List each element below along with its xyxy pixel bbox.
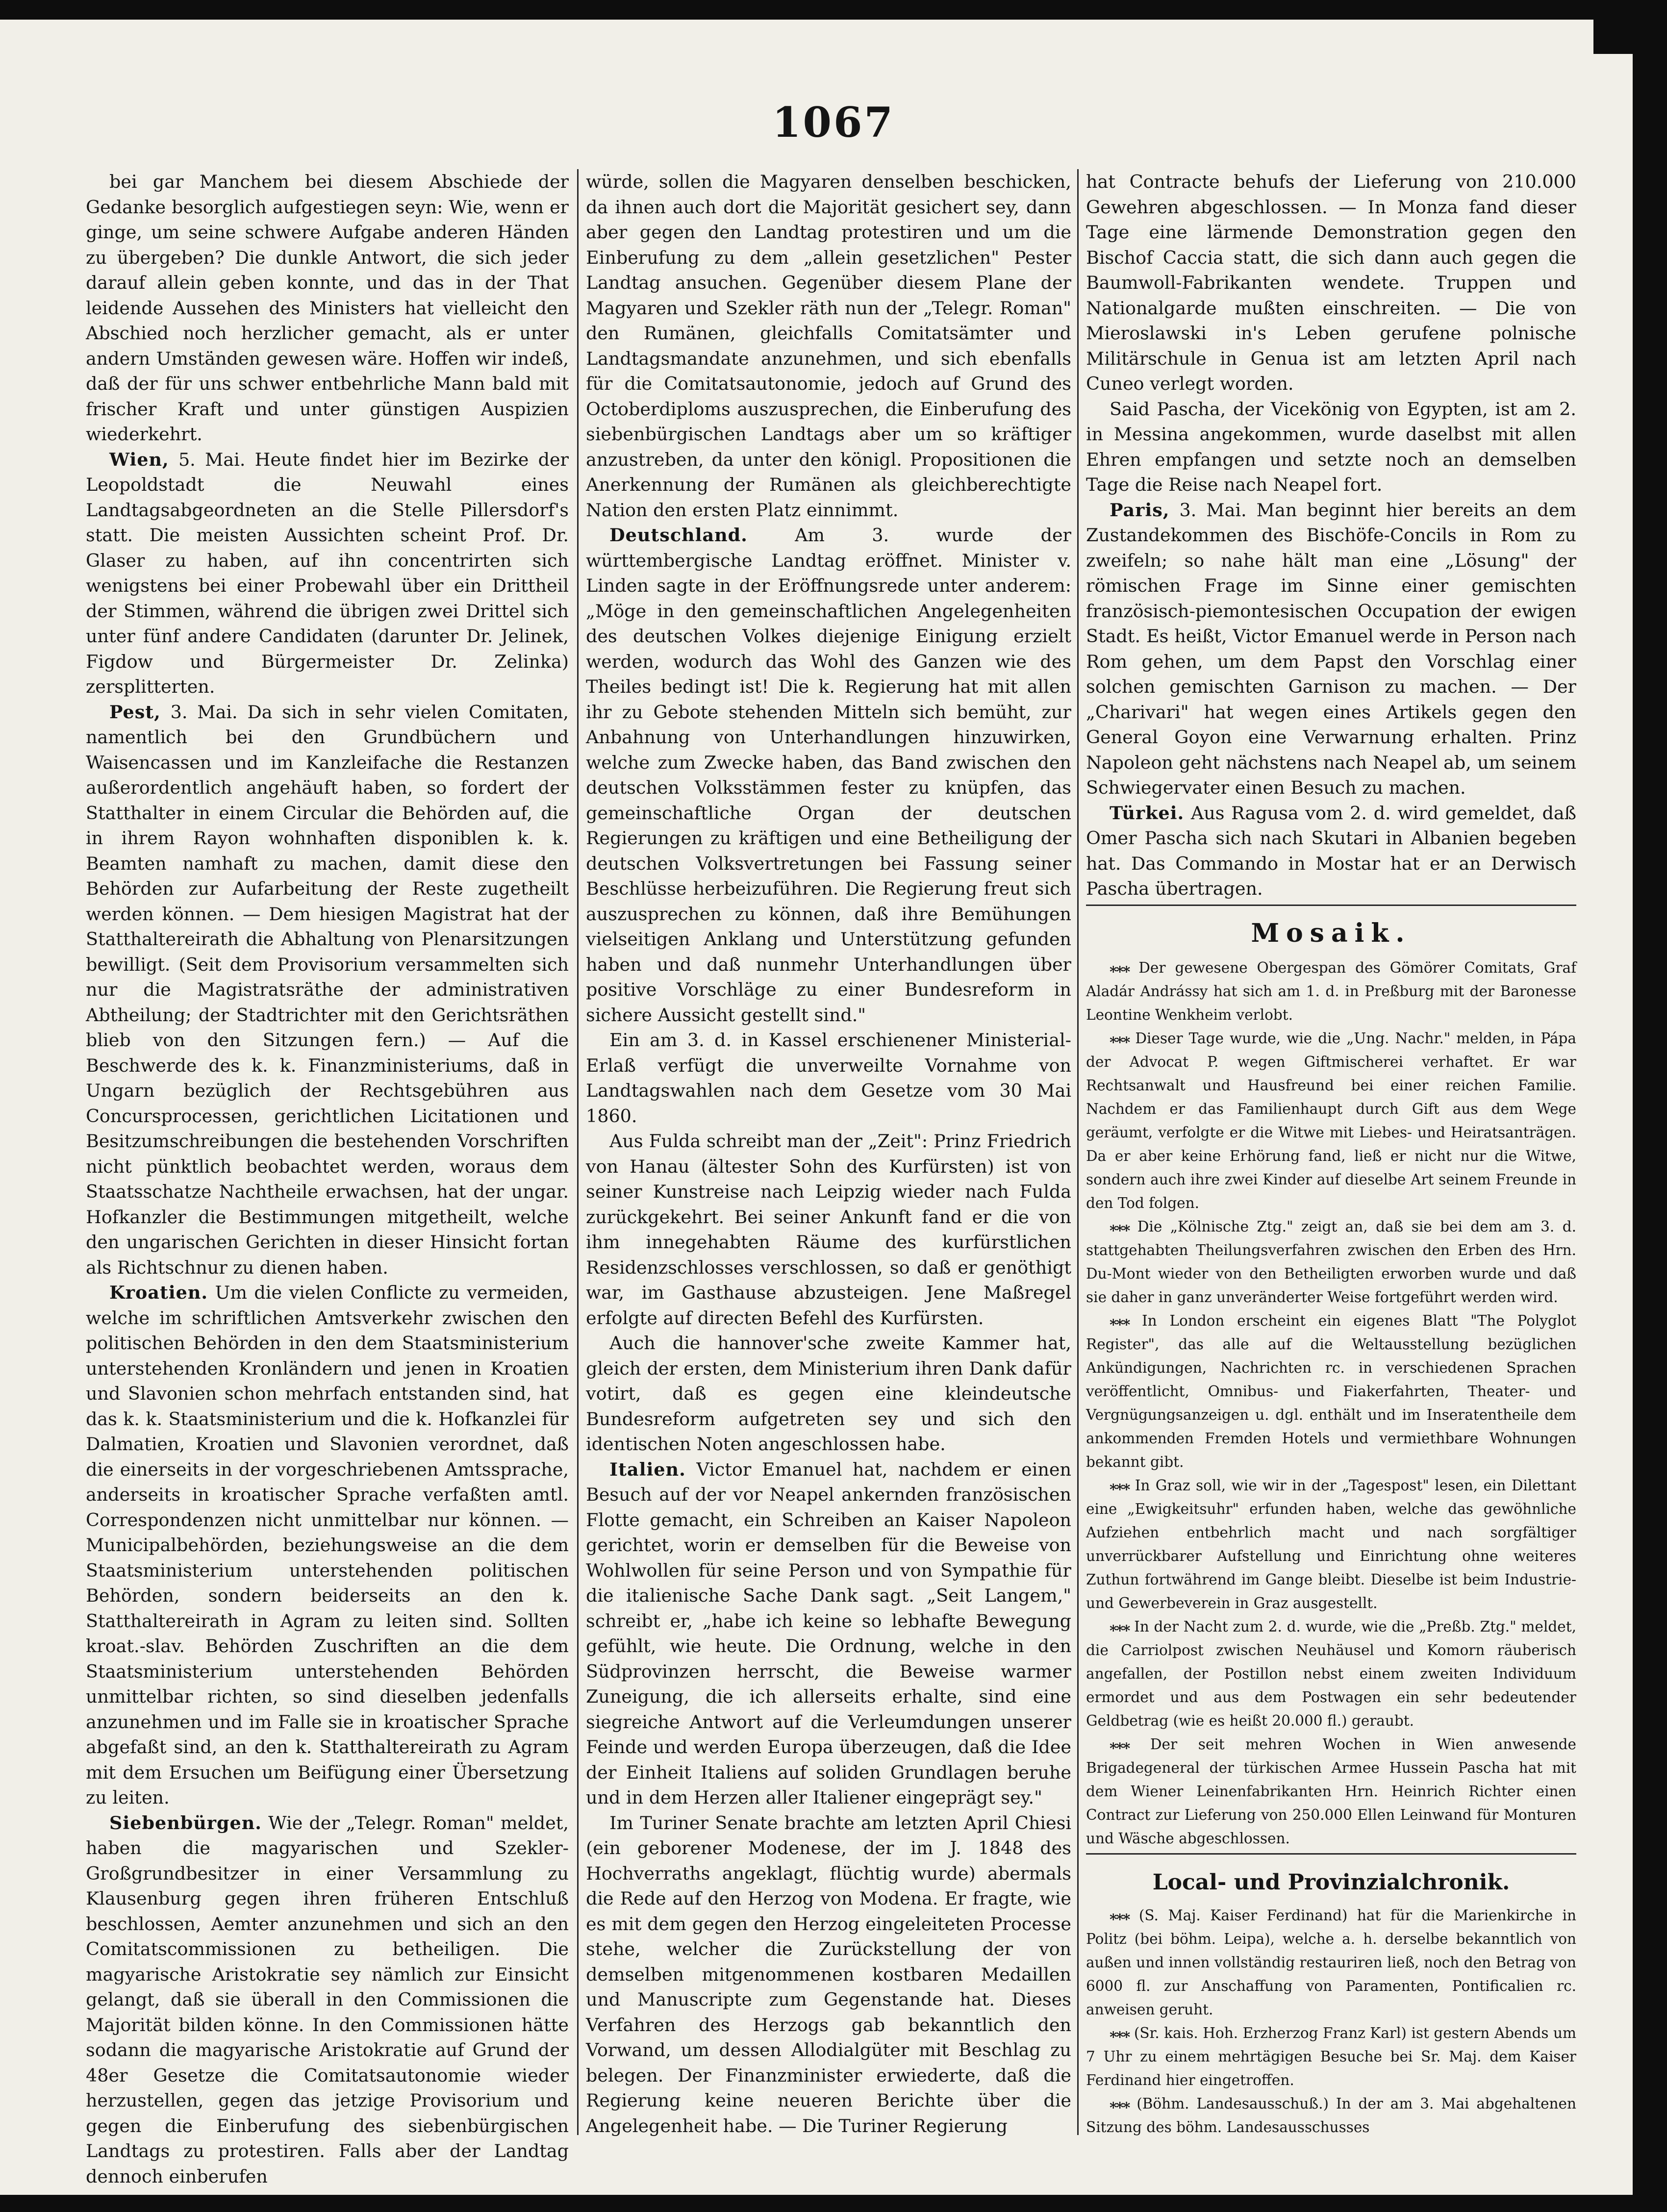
scan-edge-top	[0, 0, 1667, 20]
item-marker: ⁎⁎⁎	[1110, 1617, 1130, 1635]
column-2	[586, 169, 1071, 2135]
paragraph-text: Der gewesene Obergespan des Gömörer Comitats, Graf Aladár Andrássy hat sich am 1. d. in Preßburg mit der Baronesse Leontine Wenkheim verlobt.	[1086, 959, 1576, 1023]
scan-edge-corner	[1593, 0, 1667, 54]
paragraph-text: Aus Ragusa vom 2. d. wird gemeldet, daß Omer Pascha sich nach Skutari in Albanien begeben hat. Das Commando in Mostar hat er an Derwisch Pascha übertragen.	[1086, 802, 1576, 899]
paragraph-text: Auch die hannover'sche zweite Kammer hat, gleich der ersten, dem Ministerium ihren Dank dafür votirt, daß es gegen eine kleindeutsche Bundesreform aufgetreten sey und sich den identischen Noten angeschlossen habe.	[586, 1332, 1071, 1455]
article-paragraph	[86, 1810, 569, 2189]
dateline: Siebenbürgen.	[109, 1812, 262, 1834]
dateline: Italien.	[609, 1458, 686, 1480]
paragraph-text: 3. Mai. Man beginnt hier bereits an dem Zustandekommen des Bischöfe-Concils in Rom zu zweifeln; so nahe hält man eine „Lösung" der römischen Frage im Sinne einer gemischten französisch-piemontesischen Occupation der ewigen Stadt. Es heißt, Victor Emanuel werde in Person nach Rom gehen, um dem Papst den Vorschlag einer solchen gemischten Garnison zu machen. — Der „Charivari" hat wegen eines Artikels gegen den General Goyon eine Verwarnung erhalten. Prinz Napoleon geht nächstens nach Neapel ab, um seinem Schwiegervater einen Besuch zu machen.	[1086, 499, 1576, 798]
local-chronicle-heading: Local- und Provinzialchronik.	[1152, 1869, 1510, 1895]
paragraph-text: Die „Kölnische Ztg." zeigt an, daß sie bei dem am 3. d. stattgehabten Theilungsverfahren zwischen den Erben des Hrn. Du-Mont wieder von den Betheiligten erworben wurde und daß sie daher in ganz unveränderter Weise fortgeführt werden wird.	[1086, 1218, 1576, 1306]
article-paragraph	[586, 1129, 1071, 1331]
scan-edge-right	[1633, 0, 1667, 2212]
dateline: Paris,	[1110, 499, 1170, 521]
paragraph-text: hat Contracte behufs der Lieferung von 210.000 Gewehren abgeschlossen. — In Monza fand dieser Tage eine lärmende Demonstration gegen den Bischof Caccia statt, die sich dann auch gegen die Baumwoll-Fabrikanten wendete. Truppen und Nationalgarde mußten einschreiten. — Die von Mieroslawski in's Leben gerufene polnische Militärschule in Genua ist am letzten April nach Cuneo verlegt worden.	[1086, 171, 1576, 394]
paragraph-text: In London erscheint ein eigenes Blatt "The Polyglot Register", das alle auf die Weltausstellung bezüglichen Ankündigungen, Nachrichten rc. in verschiedenen Sprachen veröffentlicht, Omnibus- und Fiakerfahrten, Theater- und Vergnügungsanzeigen u. dgl. enthält und im Inseratentheile dem ankommenden Fremden Hotels und vermiethbare Wohnungen bekannt gibt.	[1086, 1312, 1576, 1470]
mosaik-item	[1086, 1474, 1576, 1615]
article-paragraph	[586, 1028, 1071, 1129]
paragraph-text: (Böhm. Landesausschuß.) In der am 3. Mai abgehaltenen Sitzung des böhm. Landesausschusses	[1086, 2095, 1576, 2136]
local-chronicle-item	[1086, 2092, 1576, 2139]
paragraph-text: Said Pascha, der Vicekönig von Egypten, ist am 2. in Messina angekommen, wurde daselbst mit allen Ehren empfangen und setzte noch an demselben Tage die Reise nach Neapel fort.	[1086, 398, 1576, 495]
article-paragraph	[1086, 397, 1576, 498]
dateline: Kroatien.	[109, 1282, 208, 1303]
article-paragraph	[86, 700, 569, 1281]
mosaik-item	[1086, 1615, 1576, 1733]
article-paragraph	[86, 1280, 569, 1810]
paragraph-text: Wie der „Telegr. Roman" meldet, haben die magyarischen und Szekler-Großgrundbesitzer in einer Versammlung zu Klausenburg gegen ihren früheren Entschluß beschlossen, Aemter anzunehmen und sich an den Comitatscommissionen zu betheiligen. Die magyarische Aristokratie sey nämlich zur Einsicht gelangt, daß sie überall in den Commissionen die Majorität bilden könne. In den Commissionen hätte sodann die magyarische Aristokratie auf Grund der 48er Gesetze die Comitatsautonomie wieder herzustellen, gegen das jetzige Provisorium und gegen die Einberufung des siebenbürgischen Landtags zu protestiren. Falls aber der Landtag dennoch einberufen	[86, 1812, 569, 2187]
item-marker: ⁎⁎⁎	[1110, 958, 1130, 976]
dateline: Pest,	[109, 701, 161, 723]
mosaik-heading: Mosaik.	[1251, 918, 1412, 948]
article-paragraph	[86, 169, 569, 447]
item-marker: ⁎⁎⁎	[1110, 2094, 1130, 2112]
article-paragraph	[586, 169, 1071, 523]
mosaik-item	[1086, 956, 1576, 1027]
paragraph-text: Der seit mehren Wochen in Wien anwesende Brigadegeneral der türkischen Armee Hussein Pascha hat mit dem Wiener Leinenfabrikanten Hrn. Heinrich Richter einen Contract zur Lieferung von 250.000 Ellen Leinwand für Monturen und Wäsche abgeschlossen.	[1086, 1735, 1576, 1847]
mosaik-item	[1086, 1733, 1576, 1850]
paragraph-text: (Sr. kais. Hoh. Erzherzog Franz Karl) ist gestern Abends um 7 Uhr zu einem mehrtägigen Besuche bei Sr. Maj. dem Kaiser Ferdinand hier eingetroffen.	[1086, 2024, 1576, 2088]
column-rule-1	[577, 169, 579, 2135]
local-chronicle-item	[1086, 1904, 1576, 2021]
article-paragraph	[1086, 498, 1576, 801]
article-paragraph	[86, 447, 569, 700]
paragraph-text: würde, sollen die Magyaren denselben beschicken, da ihnen auch dort die Majorität gesichert sey, dann aber gegen den Landtag protestiren und um die Einberufung zu dem „allein gesetzlichen" Pester Landtag ansuchen. Gegenüber diesem Plane der Magyaren und Szekler räth nun der „Telegr. Roman" den Rumänen, gleichfalls Comitatsämter und Landtagsmandate anzunehmen, und sich ebenfalls für die Comitatsautonomie, jedoch auf Grund des Octoberdiploms auszusprechen, die Einberufung des siebenbürgischen Landtags aber um so kräftiger anzustreben, da unter den königl. Propositionen die Anerkennung der Rumänen als gleichberechtigte Nation den ersten Platz einnimmt.	[586, 171, 1071, 521]
local-top-rule	[1086, 1853, 1576, 1855]
paragraph-text: bei gar Manchem bei diesem Abschiede der Gedanke besorglich aufgestiegen seyn: Wie, wenn er ginge, um seine schwere Aufgabe anderen Händen zu übergeben? Die dunkle Antwort, die sich jeder darauf allein geben konnte, und das in der That leidende Aussehen des Ministers hat vielleicht den Abschied noch herzlicher gemacht, als er unter andern Umständen gewesen wäre. Hoffen wir indeß, daß der für uns schwer entbehrliche Mann bald mit frischer Kraft und unter günstigen Auspizien wiederkehrt.	[86, 171, 569, 445]
paragraph-text: Victor Emanuel hat, nachdem er einen Besuch auf der vor Neapel ankernden französischen Flotte gemacht, ein Schreiben an Kaiser Napoleon gerichtet, worin er demselben für die Beweise von Wohlwollen für seine Person und von Sympathie für die italienische Sache Dank sagt. „Seit Langem," schreibt er, „habe ich keine so lebhafte Bewegung gefühlt, wie heute. Die Ordnung, welche in den Südprovinzen herrscht, die Beweise warmer Zuneigung, die ich allerseits erhalte, sind eine siegreiche Antwort auf die Verleumdungen unserer Feinde und werden Europa überzeugen, daß die Idee der Einheit Italiens auf soliden Grundlagen beruhe und in dem Herzen aller Italiener eingeprägt sey."	[586, 1458, 1071, 1808]
item-marker: ⁎⁎⁎	[1110, 1476, 1130, 1494]
column-3	[1086, 169, 1576, 2135]
article-paragraph	[1086, 169, 1576, 397]
dateline: Türkei.	[1110, 802, 1185, 824]
mosaik-item	[1086, 1215, 1576, 1309]
paragraph-text: Dieser Tage wurde, wie die „Ung. Nachr." melden, in Pápa der Advocat P. wegen Giftmischerei verhaftet. Er war Rechtsanwalt und Hausfreund bei einer reichen Familie. Nachdem er das Familienhaupt durch Gift aus dem Wege geräumt, verfolgte er die Witwe mit Liebes- und Heiratsanträgen. Da er aber keine Erhörung fand, ließ er nicht nur die Witwe, sondern auch ihre zwei Kinder auf dieselbe Art seinem Freunde in den Tod folgen.	[1086, 1030, 1576, 1211]
dateline: Deutschland.	[609, 525, 748, 546]
mosaik-item	[1086, 1027, 1576, 1215]
article-paragraph	[586, 523, 1071, 1028]
paragraph-text: Um die vielen Conflicte zu vermeiden, welche im schriftlichen Amtsverkehr zwischen den politischen Behörden in den dem Staatsministerium unterstehenden Kronländern und jenen in Kroatien und Slavonien schon mehrfach entstanden sind, hat das k. k. Staatsministerium und die k. Hofkanzlei für Dalmatien, Kroatien und Slavonien verordnet, daß die einerseits in der vorgeschriebenen Amtssprache, anderseits in kroatischer Sprache verfaßten amtl. Correspondenzen nicht unmittelbar nur können. — Municipalbehörden, beziehungsweise an die dem Staatsministerium unterstehenden politischen Behörden, sondern beiderseits an den k. Statthaltereirath in Agram zu leiten sind. Sollten kroat.-slav. Behörden Zuschriften an die dem Staatsministerium unterstehenden Behörden unmittelbar richten, so sind dieselben jedenfalls anzunehmen und im Falle sie in kroatischer Sprache abgefaßt sind, an den k. Statthaltereirath zu Agram mit dem Ersuchen um Beifügung einer Übersetzung zu leiten.	[86, 1282, 569, 1808]
paragraph-text: Ein am 3. d. in Kassel erschienener Ministerial-Erlaß verfügt die unverweilte Vornahme von Landtagswahlen nach dem Gesetze vom 30 Mai 1860.	[586, 1030, 1071, 1127]
mosaik-item	[1086, 1309, 1576, 1474]
paragraph-text: 3. Mai. Da sich in sehr vielen Comitaten, namentlich bei den Grundbüchern und Waisencassen und im Kanzleifache die Restanzen außerordentlich angehäuft haben, so fordert der Statthalter in einem Circular die Behörden auf, die in ihrem Rayon wohnhaften disponiblen k. k. Beamten namhaft zu machen, damit diese den Behörden zur Aufarbeitung der Reste zugetheilt werden können. — Dem hiesigen Magistrat hat der Statthaltereirath die Abhaltung von Plenarsitzungen bewilligt. (Seit dem Provisorium versammelten sich nur die Magistratsräthe der administrativen Abtheilung; der Stadtrichter mit den Gerichtsräthen blieb von den Sitzungen fern.) — Auf die Beschwerde des k. k. Finanzministeriums, daß in Ungarn bezüglich der Rechtsgebühren aus Concursprocessen, gerichtlichen Licitationen und Besitzumschreibungen die bestehenden Vorschriften nicht pünktlich beobachtet werden, woraus dem Staatsschatze Nachtheile erwachsen, hat der ungar. Hofkanzler die Bestimmungen mitgetheilt, welche den ungarischen Gerichten in dieser Hinsicht fortan als Richtschnur zu dienen haben.	[86, 701, 569, 1278]
column-1	[86, 169, 569, 2187]
column-3-news	[1086, 169, 1576, 902]
item-marker: ⁎⁎⁎	[1110, 1735, 1130, 1753]
article-paragraph	[586, 1810, 1071, 2139]
article-paragraph	[586, 1457, 1071, 1810]
paragraph-text: (S. Maj. Kaiser Ferdinand) hat für die Marienkirche in Politz (bei böhm. Leipa), welche a. h. derselbe bekanntlich von außen und innen vollständig restauriren ließ, noch den Betrag von 6000 fl. zur Anschaffung von Paramenten, Pontificalien rc. anweisen geruht.	[1086, 1907, 1576, 2018]
paragraph-text: Aus Fulda schreibt man der „Zeit": Prinz Friedrich von Hanau (ältester Sohn des Kurfürsten) ist von seiner Kunstreise nach Leipzig wieder nach Fulda zurückgekehrt. Bei seiner Ankunft fand er die von ihm innegehabten Räume des kurfürstlichen Residenzschlosses verschlossen, so daß er genöthigt war, im Gasthause abzusteigen. Jene Maßregel erfolgte auf directen Befehl des Kurfürsten.	[586, 1131, 1071, 1329]
local-chronicle-item	[1086, 2021, 1576, 2092]
paragraph-text: In Graz soll, wie wir in der „Tagespost" lesen, ein Dilettant eine „Ewigkeitsuhr" erfunden haben, welche das gewöhnliche Aufziehen entbehrlich macht und nach sorgfältiger unverrückbarer Aufstellung und Einrichtung ohne weiteres Zuthun fortwährend im Gange bleibt. Dieselbe ist beim Industrie- und Gewerbeverein in Graz ausgestellt.	[1086, 1477, 1576, 1611]
mosaik-top-rule	[1086, 905, 1576, 906]
item-marker: ⁎⁎⁎	[1110, 1906, 1130, 1924]
dateline: Wien,	[109, 449, 169, 470]
article-paragraph	[586, 1331, 1071, 1457]
paragraph-text: 5. Mai. Heute findet hier im Bezirke der Leopoldstadt die Neuwahl eines Landtagsabgeordneten an die Stelle Pillersdorf's statt. Die meisten Aussichten scheint Prof. Dr. Glaser zu haben, auf ihn concentrirten sich wenigstens bei einer Probewahl über ein Drittheil der Stimmen, während die übrigen zwei Drittel sich unter fünf andere Candidaten (darunter Dr. Jelinek, Figdow und Bürgermeister Dr. Zelinka) zersplitterten.	[86, 449, 569, 697]
paragraph-text: Am 3. wurde der württembergische Landtag eröffnet. Minister v. Linden sagte in der Eröffnungsrede unter anderem: „Möge in den gemeinschaftlichen Angelegenheiten des deutschen Volkes diejenige Einigung erzielt werden, wodurch das Wohl des Ganzen wie des Theiles bedingt ist! Die k. Regierung hat mit allen ihr zu Gebote stehenden Mitteln sich bemüht, zur Anbahnung von Unterhandlungen hinzuwirken, welche zum Zwecke haben, das Band zwischen den deutschen Volksstämmen fester zu knüpfen, das gemeinschaftliche Organ der deutschen Regierungen zu kräftigen und eine Betheiligung der deutschen Volksvertretungen bei Fassung seiner Beschlüsse herbeizuführen. Die Regierung freut sich auszusprechen zu können, daß ihre Bemühungen vielseitigen Anklang und Unterstützung gefunden haben und daß nunmehr Unterhandlungen über positive Vorschläge zu einer Bundesreform in sichere Aussicht gestellt sind."	[586, 525, 1071, 1026]
paragraph-text: Im Turiner Senate brachte am letzten April Chiesi (ein geborener Modenese, der im J. 1848 des Hochverraths angeklagt, flüchtig wurde) abermals die Rede auf den Herzog von Modena. Er fragte, wie es mit dem gegen den Herzog eingeleiteten Processe stehe, welcher die Zurückstellung der von demselben mitgenommenen kostbaren Medaillen und Manuscripte zum Gegenstande hat. Dieses Verfahren des Herzogs gab bekanntlich den Vorwand, um dessen Allodialgüter mit Beschlag zu belegen. Der Finanzminister erwiederte, daß die Regierung keine neueren Berichte über die Angelegenheit habe. — Die Turiner Regierung	[586, 1812, 1071, 2137]
local-chronicle-section	[1086, 1904, 1576, 2139]
item-marker: ⁎⁎⁎	[1110, 1311, 1130, 1329]
paragraph-text: In der Nacht zum 2. d. wurde, wie die „Preßb. Ztg." meldet, die Carriolpost zwischen Neuhäusel und Komorn räuberisch angefallen, der Postillon nebst einem zweiten Individuum ermordet und aus dem Postwagen ein sehr bedeutender Geldbetrag (wie es heißt 20.000 fl.) geraubt.	[1086, 1618, 1576, 1729]
item-marker: ⁎⁎⁎	[1110, 1217, 1130, 1235]
item-marker: ⁎⁎⁎	[1110, 1029, 1130, 1047]
column-rule-2	[1077, 169, 1079, 2135]
article-paragraph	[1086, 801, 1576, 902]
mosaik-section	[1086, 956, 1576, 1850]
item-marker: ⁎⁎⁎	[1110, 2024, 1130, 2041]
scan-edge-bottom	[0, 2195, 1667, 2212]
page-number: 1067	[772, 98, 895, 147]
